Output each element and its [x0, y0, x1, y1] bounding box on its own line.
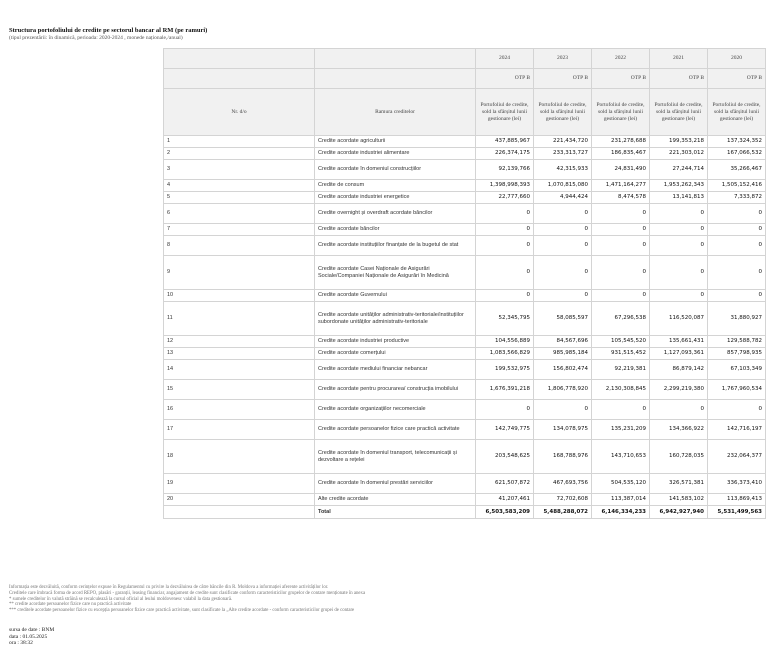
value-cell: 621,507,872: [476, 474, 534, 494]
value-cell: 134,366,922: [650, 420, 708, 440]
credit-portfolio-table: [163, 48, 766, 519]
branch-name: Credite acordate Guvernului: [315, 290, 476, 302]
value-cell: 116,520,087: [650, 302, 708, 336]
bank-header: OTP B: [592, 69, 650, 89]
value-cell: 0: [650, 204, 708, 224]
value-cell: 92,139,766: [476, 160, 534, 180]
value-cell: 2,299,219,380: [650, 380, 708, 400]
value-cell: 137,324,352: [708, 136, 766, 148]
total-row: [164, 506, 766, 519]
value-cell: 437,885,967: [476, 136, 534, 148]
year-header: 2023: [534, 49, 592, 69]
value-cell: 221,434,720: [534, 136, 592, 148]
table-row: [164, 400, 766, 420]
value-cell: 0: [476, 236, 534, 256]
report-subtitle: (tipul prezentării: în dinamică, perioada: 2020-2024 , monede naționale,/anual): [9, 35, 183, 41]
footnotes: [9, 585, 365, 614]
total-value: 5,488,288,072: [534, 506, 592, 519]
year-header-row: [164, 49, 766, 69]
value-cell: 41,207,461: [476, 494, 534, 506]
total-value: 6,503,583,209: [476, 506, 534, 519]
column-nr-header: Nr. d/o: [164, 89, 315, 136]
value-cell: 0: [534, 256, 592, 290]
value-cell: 1,505,152,416: [708, 180, 766, 192]
total-value: 6,942,927,940: [650, 506, 708, 519]
value-cell: 84,567,696: [534, 336, 592, 348]
row-number: 20: [164, 494, 315, 506]
metric-header: Portofoliul de credite, sold la sfârșitul lunii gestionare (lei): [592, 89, 650, 136]
branch-name: Credite acordate pentru procurarea/ construcția imobilului: [315, 380, 476, 400]
table-row: [164, 494, 766, 506]
row-number: 2: [164, 148, 315, 160]
header-empty-cell: [164, 49, 315, 69]
value-cell: 168,788,976: [534, 440, 592, 474]
value-cell: 1,767,960,534: [708, 380, 766, 400]
value-cell: 141,583,102: [650, 494, 708, 506]
row-number: 1: [164, 136, 315, 148]
table-row: [164, 380, 766, 400]
value-cell: 0: [650, 256, 708, 290]
value-cell: 1,070,815,080: [534, 180, 592, 192]
value-cell: 0: [592, 224, 650, 236]
branch-name: Credite acordate în domeniul prestări serviciilor: [315, 474, 476, 494]
value-cell: 231,278,688: [592, 136, 650, 148]
branch-name: Credite acordate industriei productive: [315, 336, 476, 348]
value-cell: 232,064,377: [708, 440, 766, 474]
branch-name: Credite acordate comerțului: [315, 348, 476, 360]
value-cell: 1,806,778,920: [534, 380, 592, 400]
value-cell: 142,716,197: [708, 420, 766, 440]
value-cell: 142,749,775: [476, 420, 534, 440]
table-row: [164, 192, 766, 204]
time-line: ora : 38:32: [9, 640, 33, 646]
bank-header: OTP B: [708, 69, 766, 89]
value-cell: 1,953,262,343: [650, 180, 708, 192]
value-cell: 167,066,532: [708, 148, 766, 160]
value-cell: 135,661,431: [650, 336, 708, 348]
value-cell: 52,345,795: [476, 302, 534, 336]
value-cell: 0: [708, 400, 766, 420]
value-cell: 336,373,410: [708, 474, 766, 494]
value-cell: 92,219,381: [592, 360, 650, 380]
value-cell: 67,103,349: [708, 360, 766, 380]
metric-header: Portofoliul de credite, sold la sfârșitul lunii gestionare (lei): [708, 89, 766, 136]
value-cell: 1,127,093,361: [650, 348, 708, 360]
value-cell: 199,532,975: [476, 360, 534, 380]
value-cell: 0: [650, 236, 708, 256]
branch-name: Alte credite acordate: [315, 494, 476, 506]
value-cell: 7,333,872: [708, 192, 766, 204]
value-cell: 1,676,391,218: [476, 380, 534, 400]
report-title: Structura portofoliului de credite pe sectorul bancar al RM (pe ramuri): [9, 27, 208, 34]
year-header: 2024: [476, 49, 534, 69]
value-cell: 1,398,998,393: [476, 180, 534, 192]
value-cell: 0: [708, 256, 766, 290]
row-number: 19: [164, 474, 315, 494]
value-cell: 135,231,209: [592, 420, 650, 440]
source-line: sursa de date : BNM: [9, 627, 55, 633]
branch-name: Credite acordate băncilor: [315, 224, 476, 236]
table-row: [164, 180, 766, 192]
table-row: [164, 348, 766, 360]
footnote-line: Informația este dezvăluită, conform cerințelor expuse în Regulamentul cu privire la dezvăluirea de către băncile din R. Moldova a informației aferente activităților lor.: [9, 585, 329, 590]
value-cell: 1,471,164,277: [592, 180, 650, 192]
branch-name: Credite acordate în domeniul construcțiilor: [315, 160, 476, 180]
header-empty-cell: [164, 69, 315, 89]
header-empty-cell: [315, 49, 476, 69]
value-cell: 0: [476, 224, 534, 236]
footnote-line: ** credite acordate persoanelor fizice care nu practică activitate: [9, 602, 132, 608]
value-cell: 72,702,608: [534, 494, 592, 506]
year-header: 2021: [650, 49, 708, 69]
metric-header: Portofoliul de credite, sold la sfârșitul lunii gestionare (lei): [534, 89, 592, 136]
branch-name: Credite acordate agriculturii: [315, 136, 476, 148]
value-cell: 0: [708, 290, 766, 302]
value-cell: 0: [592, 400, 650, 420]
table-row: [164, 360, 766, 380]
value-cell: 58,085,597: [534, 302, 592, 336]
value-cell: 129,588,782: [708, 336, 766, 348]
total-empty-cell: [164, 506, 315, 519]
date-line: data : 01.05.2025: [9, 633, 48, 640]
value-cell: 0: [534, 224, 592, 236]
value-cell: 221,303,012: [650, 148, 708, 160]
row-number: 4: [164, 180, 315, 192]
row-number: 5: [164, 192, 315, 204]
value-cell: 0: [534, 290, 592, 302]
value-cell: 143,710,653: [592, 440, 650, 474]
row-number: 16: [164, 400, 315, 420]
value-cell: 0: [708, 224, 766, 236]
total-label: Total: [315, 506, 476, 519]
branch-name: Credite acordate mediului financiar nebancar: [315, 360, 476, 380]
value-cell: 326,571,381: [650, 474, 708, 494]
value-cell: 186,835,467: [592, 148, 650, 160]
value-cell: 27,244,714: [650, 160, 708, 180]
branch-name: Credite acordate industriei alimentare: [315, 148, 476, 160]
value-cell: 0: [592, 290, 650, 302]
row-number: 6: [164, 204, 315, 224]
row-number: 15: [164, 380, 315, 400]
value-cell: 35,266,467: [708, 160, 766, 180]
source-info: [9, 627, 54, 647]
value-cell: 0: [476, 290, 534, 302]
bank-header: OTP B: [534, 69, 592, 89]
value-cell: 0: [534, 236, 592, 256]
table-row: [164, 136, 766, 148]
branch-name: Credite acordate Casei Naționale de Asigurări Sociale/Companiei Naționale de Asigurări în Medicină: [315, 256, 476, 290]
metric-header-row: [164, 89, 766, 136]
value-cell: 931,515,452: [592, 348, 650, 360]
report-header: [9, 27, 207, 42]
metric-header: Portofoliul de credite, sold la sfârșitul lunii gestionare (lei): [476, 89, 534, 136]
table-row: [164, 160, 766, 180]
row-number: 17: [164, 420, 315, 440]
total-value: 5,531,499,563: [708, 506, 766, 519]
table-row: [164, 224, 766, 236]
table-row: [164, 420, 766, 440]
row-number: 12: [164, 336, 315, 348]
metric-header: Portofoliul de credite, sold la sfârșitul lunii gestionare (lei): [650, 89, 708, 136]
table-row: [164, 236, 766, 256]
bank-header: OTP B: [476, 69, 534, 89]
table-row: [164, 302, 766, 336]
row-number: 18: [164, 440, 315, 474]
value-cell: 0: [592, 256, 650, 290]
value-cell: 105,545,520: [592, 336, 650, 348]
branch-name: Credite acordate persoanelor fizice care practică activitate: [315, 420, 476, 440]
row-number: 7: [164, 224, 315, 236]
value-cell: 199,353,218: [650, 136, 708, 148]
year-header: 2022: [592, 49, 650, 69]
value-cell: 0: [650, 290, 708, 302]
column-branch-header: Ramura creditelor: [315, 89, 476, 136]
row-number: 10: [164, 290, 315, 302]
value-cell: 203,548,625: [476, 440, 534, 474]
value-cell: 0: [708, 236, 766, 256]
row-number: 14: [164, 360, 315, 380]
value-cell: 104,556,889: [476, 336, 534, 348]
branch-name: Credite de consum: [315, 180, 476, 192]
value-cell: 0: [476, 256, 534, 290]
branch-name: Credite acordate industriei energetice: [315, 192, 476, 204]
value-cell: 156,802,474: [534, 360, 592, 380]
value-cell: 0: [650, 400, 708, 420]
value-cell: 8,474,578: [592, 192, 650, 204]
value-cell: 134,078,975: [534, 420, 592, 440]
value-cell: 0: [592, 204, 650, 224]
footnote-line: Creditele care îmbracă forma de acord REPO, plasări - garanții, leasing financiar, angajament de credite sunt clasificate conform caracteristicilor grupelor de contare menționate în anexa: [9, 590, 366, 596]
row-number: 3: [164, 160, 315, 180]
branch-name: Credite acordate în domeniul transport, telecomunicații și dezvoltare a rețelei: [315, 440, 476, 474]
value-cell: 0: [650, 224, 708, 236]
table-row: [164, 336, 766, 348]
row-number: 8: [164, 236, 315, 256]
value-cell: 985,985,184: [534, 348, 592, 360]
value-cell: 226,374,175: [476, 148, 534, 160]
value-cell: 67,296,538: [592, 302, 650, 336]
table-row: [164, 256, 766, 290]
header-empty-cell: [315, 69, 476, 89]
value-cell: 0: [592, 236, 650, 256]
bank-header-row: [164, 69, 766, 89]
value-cell: 4,944,424: [534, 192, 592, 204]
value-cell: 31,880,927: [708, 302, 766, 336]
value-cell: 504,535,120: [592, 474, 650, 494]
row-number: 9: [164, 256, 315, 290]
table-row: [164, 204, 766, 224]
branch-name: Credite acordate organizațiilor necomerciale: [315, 400, 476, 420]
value-cell: 467,693,756: [534, 474, 592, 494]
value-cell: 160,728,035: [650, 440, 708, 474]
value-cell: 1,083,566,829: [476, 348, 534, 360]
row-number: 13: [164, 348, 315, 360]
table-row: [164, 474, 766, 494]
branch-name: Credite overnight și overdraft acordate băncilor: [315, 204, 476, 224]
value-cell: 0: [476, 204, 534, 224]
value-cell: 0: [476, 400, 534, 420]
value-cell: 42,315,933: [534, 160, 592, 180]
table-row: [164, 148, 766, 160]
year-header: 2020: [708, 49, 766, 69]
table-row: [164, 290, 766, 302]
value-cell: 0: [534, 400, 592, 420]
value-cell: 113,387,014: [592, 494, 650, 506]
value-cell: 113,869,413: [708, 494, 766, 506]
value-cell: 0: [534, 204, 592, 224]
value-cell: 86,879,142: [650, 360, 708, 380]
branch-name: Credite acordate unităților administrativ-teritoriale/instituțiilor subordonate unităților administrativ-teritoriale: [315, 302, 476, 336]
branch-name: Credite acordate instituțiilor finanțate de la bugetul de stat: [315, 236, 476, 256]
footnote-line: * sumele creditelor în valută străină se recalculează la cursul oficial al leului moldovenesc valabil la data gestionară.: [9, 596, 233, 602]
value-cell: 24,831,490: [592, 160, 650, 180]
value-cell: 13,141,813: [650, 192, 708, 204]
total-value: 6,146,334,233: [592, 506, 650, 519]
value-cell: 2,130,308,845: [592, 380, 650, 400]
value-cell: 22,777,660: [476, 192, 534, 204]
value-cell: 857,798,935: [708, 348, 766, 360]
bank-header: OTP B: [650, 69, 708, 89]
value-cell: 233,313,727: [534, 148, 592, 160]
row-number: 11: [164, 302, 315, 336]
table-row: [164, 440, 766, 474]
footnote-line: *** creditele acordate persoanelor fizice cu excepția persoanelor fizice care practică activitate, sunt clasificate la „Alte credite acordate - conform caracteristicilor grupei de contare: [9, 608, 355, 614]
value-cell: 0: [708, 204, 766, 224]
